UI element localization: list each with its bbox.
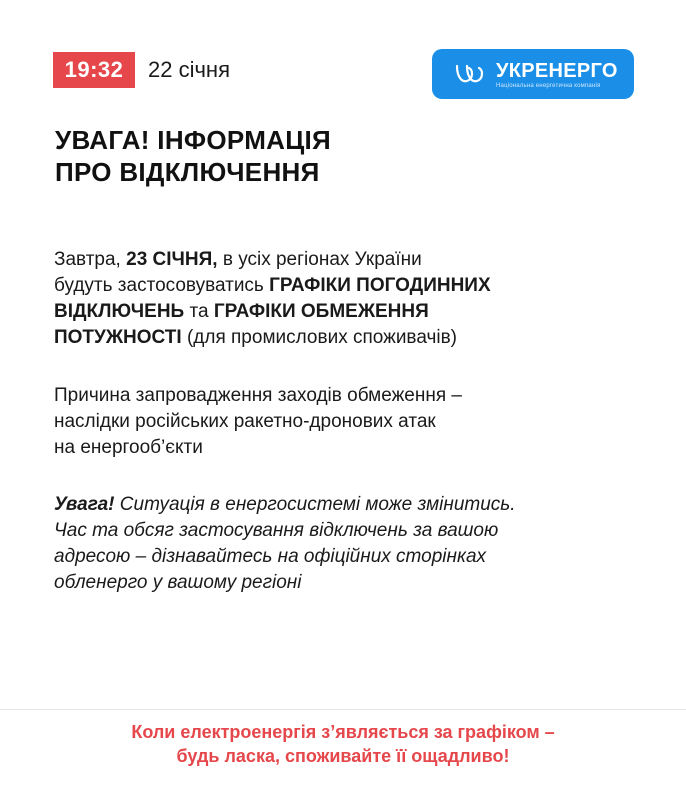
footer-divider: [0, 709, 686, 710]
p1-bold-2: ГРАФІКИ ПОГОДИННИХ: [269, 275, 491, 296]
time-text: 19:32: [64, 57, 124, 82]
time-badge: [53, 52, 135, 88]
title-line-1: УВАГА! ІНФОРМАЦІЯ: [55, 125, 332, 155]
p2-line-1: Причина запровадження заходів обмеження –: [54, 385, 462, 406]
reason-paragraph: [54, 383, 462, 461]
p1-text-5: (для промислових споживачів): [181, 327, 458, 348]
warning-paragraph: [54, 492, 516, 596]
p1-text-1: Завтра,: [54, 249, 127, 270]
p3-line-3: адресою – дізнавайтесь на офіційних сторінках: [54, 546, 487, 567]
ukrenergo-logo: [432, 49, 634, 99]
p1-bold-3: ВІДКЛЮЧЕНЬ: [54, 301, 185, 322]
date-label: 22 січня: [148, 57, 230, 82]
page-title: [55, 124, 331, 188]
footer-message: [0, 720, 686, 768]
outage-notice-paragraph: [54, 247, 491, 351]
logo-name: УКРЕНЕРГО: [496, 60, 618, 82]
p1-text-4: та: [184, 301, 214, 322]
p3-line-1: Ситуація в енергосистемі може змінитись.: [114, 494, 516, 515]
p1-text-2: в усіх регіонах України: [217, 249, 422, 270]
p2-line-3: на енергооб’єкти: [54, 437, 203, 458]
p2-line-2: наслідки російських ракетно-дронових атак: [54, 411, 436, 432]
p1-date: 23 СІЧНЯ,: [126, 249, 218, 270]
p3-line-4: обленерго у вашому регіоні: [54, 572, 302, 593]
ukrenergo-logo-icon: [454, 62, 490, 86]
p3-line-2: Час та обсяг застосування відключень за вашою: [54, 520, 499, 541]
p3-bold: Увага!: [54, 494, 115, 515]
title-line-2: ПРО ВІДКЛЮЧЕННЯ: [55, 157, 320, 187]
logo-subtitle: Національна енергетична компанія: [496, 83, 601, 89]
p1-text-3: будуть застосовуватись: [54, 275, 270, 296]
footer-line-1: Коли електроенергія з’являється за графіком –: [131, 722, 555, 742]
footer-line-2: будь ласка, споживайте її ощадливо!: [176, 746, 510, 766]
p1-bold-5: ПОТУЖНОСТІ: [54, 327, 182, 348]
p1-bold-4: ГРАФІКИ ОБМЕЖЕННЯ: [213, 301, 429, 322]
